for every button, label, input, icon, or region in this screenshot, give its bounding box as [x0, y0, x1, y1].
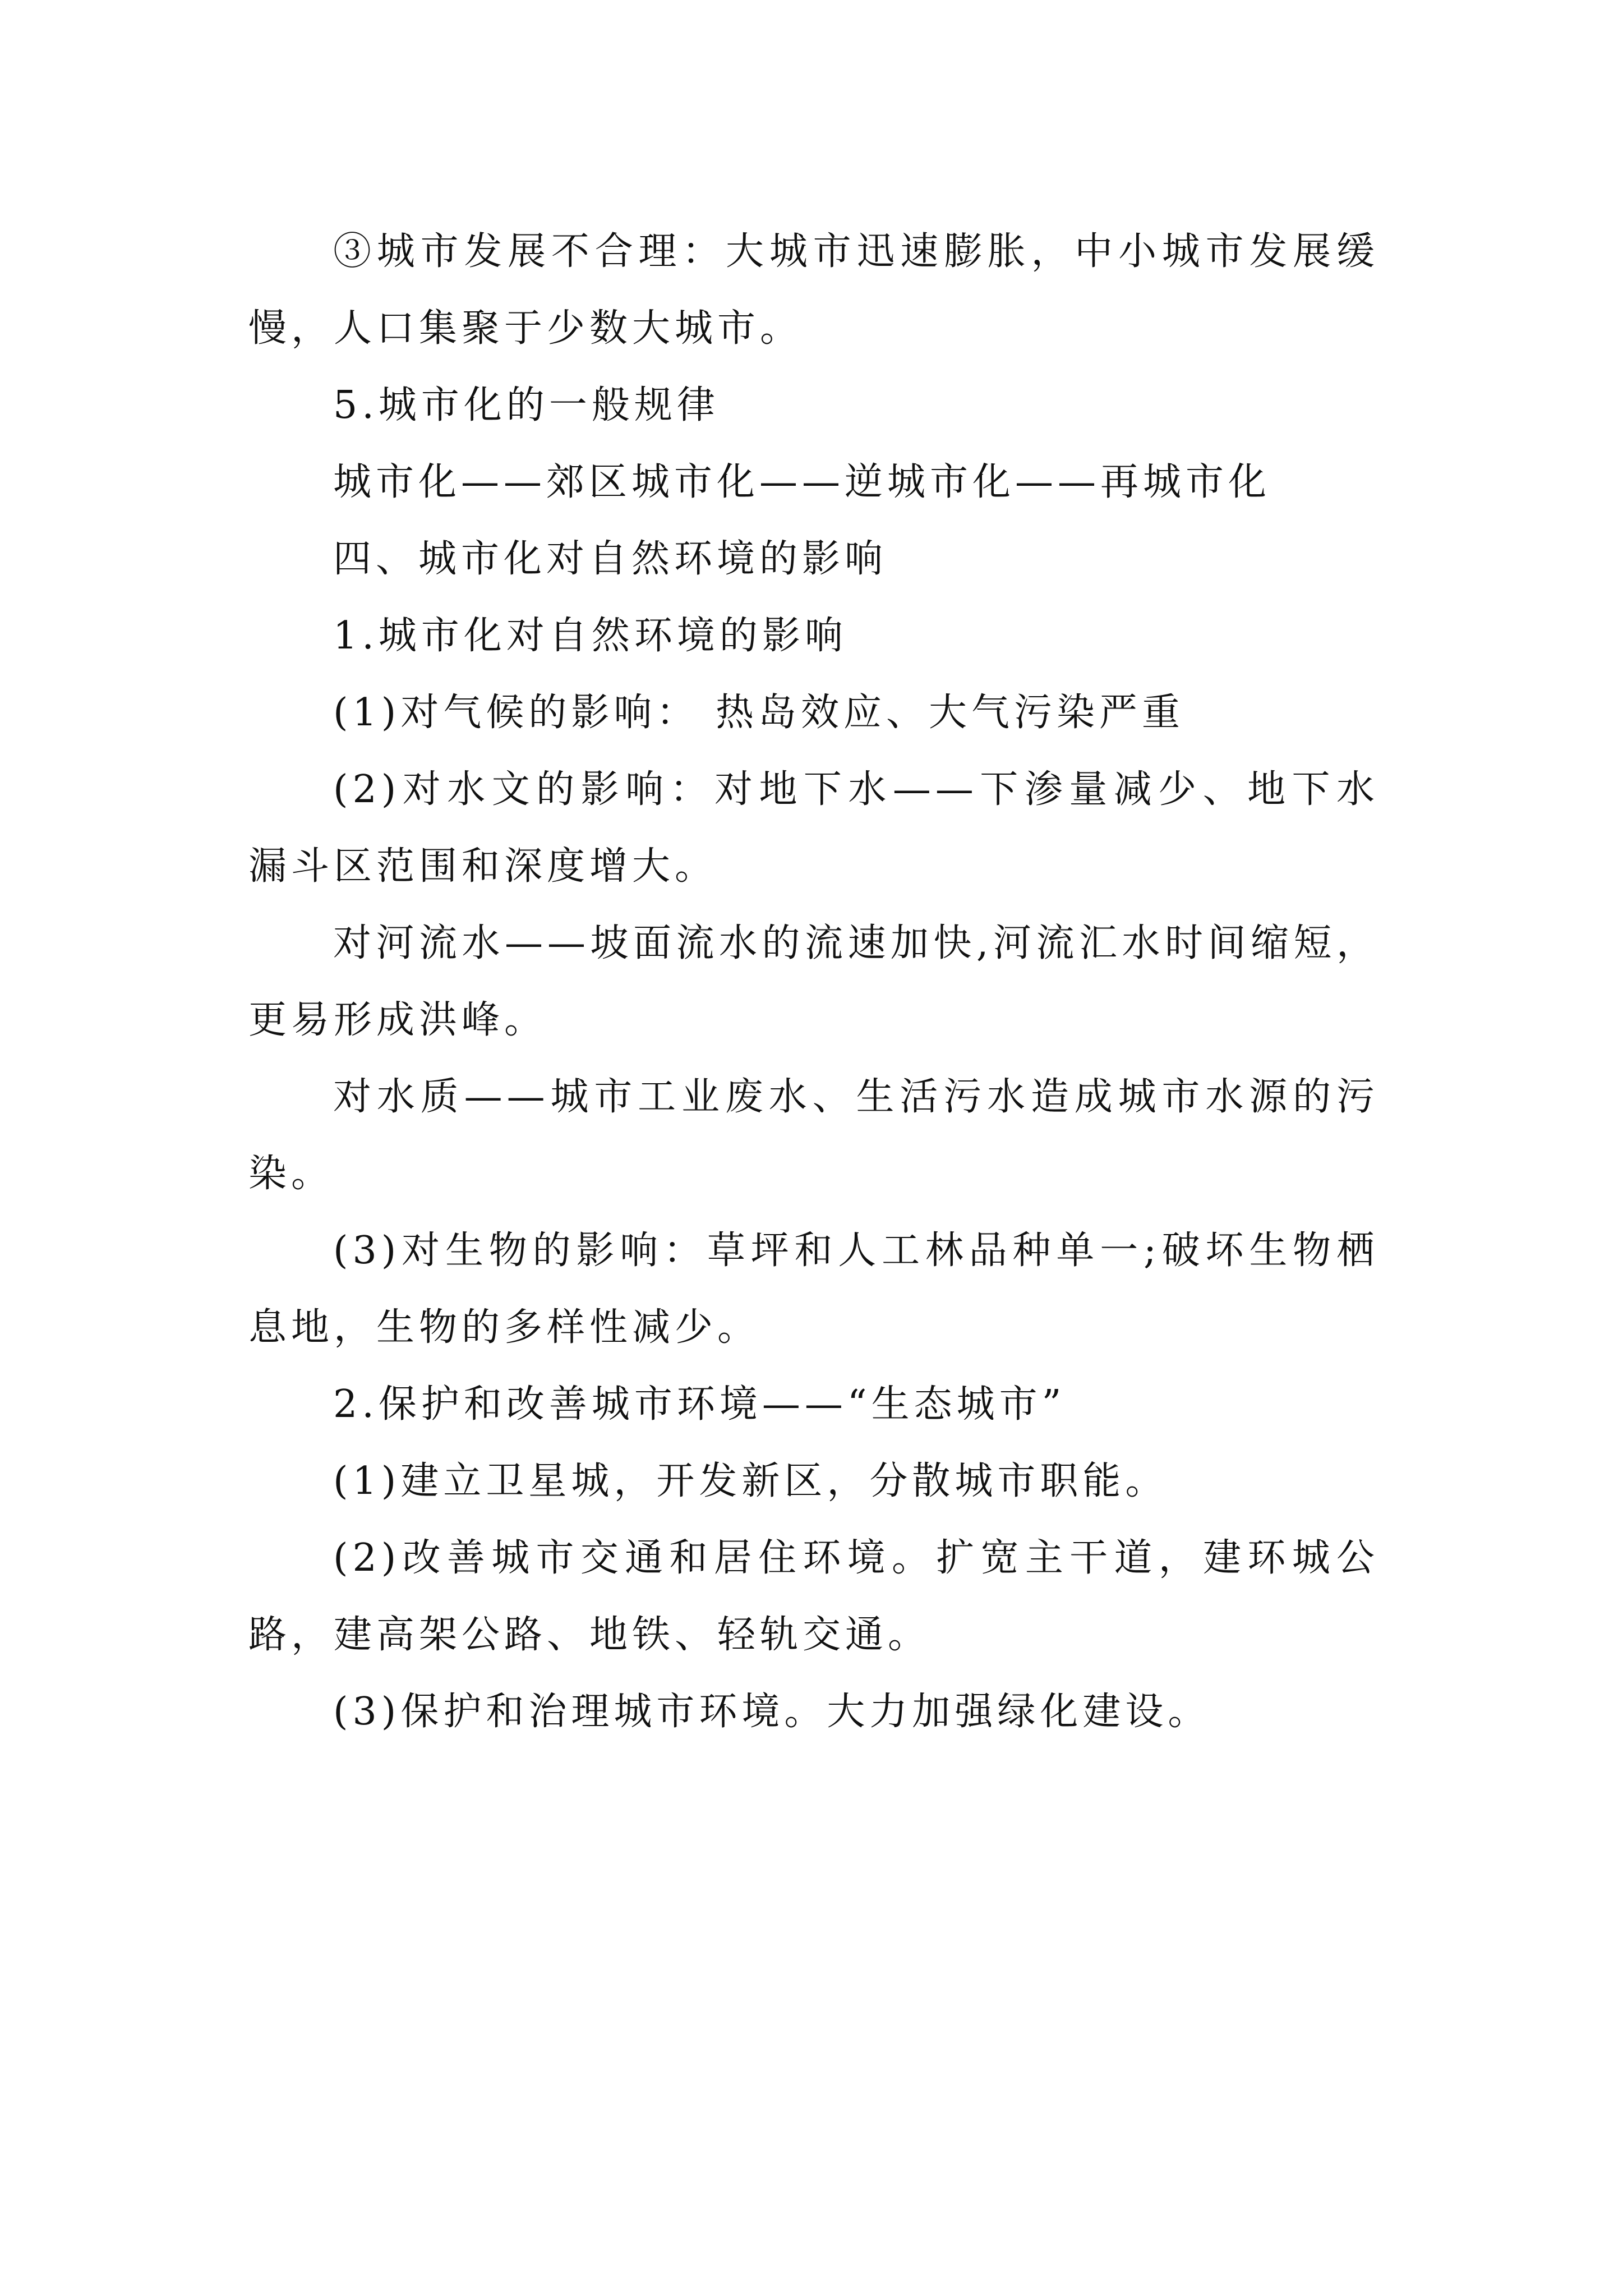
paragraph-protection: (3)保护和治理城市环境。大力加强绿化建设。	[333, 1690, 1211, 1734]
paragraph-river-water: 对河流水——坡面流水的流速加快,河流汇水时间缩短，更易形成洪峰。	[248, 921, 1379, 1042]
paragraph-biology: (3)对生物的影响：草坪和人工林品种单一;破坏生物栖息地，生物的多样性减少。	[248, 1228, 1379, 1350]
heading-subsection-two: 2.保护和改善城市环境——“生态城市”	[333, 1382, 1066, 1427]
heading-subsection-one: 1.城市化对自然环境的影响	[333, 614, 847, 658]
body-text	[248, 213, 1379, 1750]
heading-general-law: 5.城市化的一般规律	[333, 383, 720, 427]
paragraph-transport: (2)改善城市交通和居住环境。扩宽主干道，建环城公路，建高架公路、地铁、轻轨交通。	[248, 1536, 1379, 1657]
paragraph-climate: (1)对气候的影响： 热岛效应、大气污染严重	[333, 691, 1184, 735]
heading-section-four: 四、城市化对自然环境的影响	[333, 537, 888, 581]
paragraph-hydrology: (2)对水文的影响：对地下水——下渗量减少、地下水漏斗区范围和深度增大。	[248, 767, 1379, 889]
paragraph-urban-development: ③城市发展不合理：大城市迅速膨胀，中小城市发展缓慢，人口集聚于少数大城市。	[248, 229, 1379, 351]
paragraph-water-quality: 对水质——城市工业废水、生活污水造成城市水源的污染。	[248, 1075, 1379, 1196]
paragraph-urbanization-stages: 城市化——郊区城市化——逆城市化——再城市化	[333, 460, 1271, 504]
paragraph-satellite-city: (1)建立卫星城，开发新区，分散城市职能。	[333, 1459, 1168, 1503]
